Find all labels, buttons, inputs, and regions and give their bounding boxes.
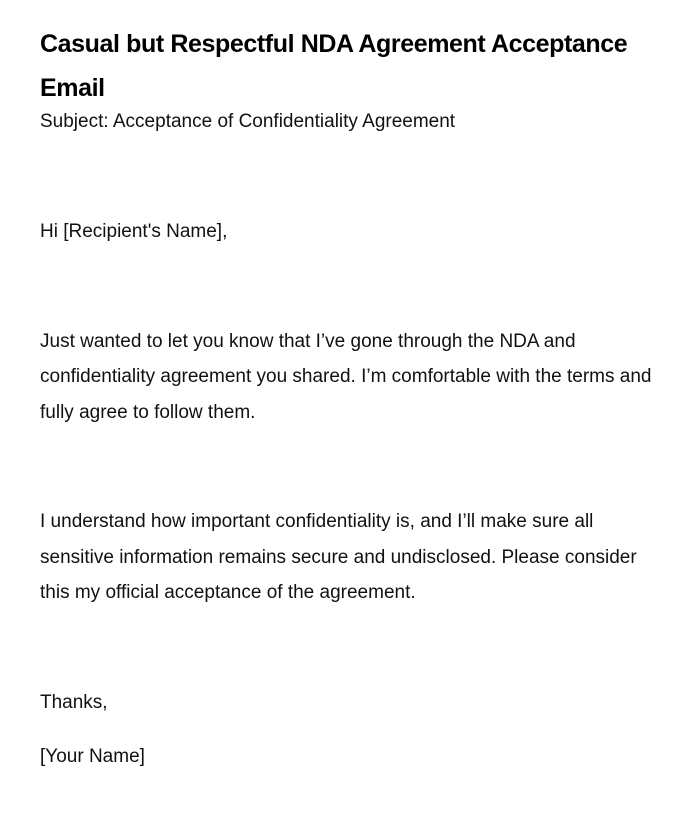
- email-paragraph-2: I understand how important confidentiality is, and I’ll make sure all sensitive information remains secure and undisclosed. Please consider this my official acceptance of the agreement.: [40, 511, 637, 603]
- email-greeting: Hi [Recipient's Name],: [40, 221, 228, 242]
- document-title: Casual but Respectful NDA Agreement Acceptance Email: [40, 30, 628, 102]
- email-subject: Subject: Acceptance of Confidentiality Agreement: [40, 111, 456, 132]
- document-page: [40, 22, 660, 775]
- email-signoff: Thanks,: [40, 691, 108, 713]
- email-signature: [Your Name]: [40, 746, 145, 767]
- email-paragraph-1: Just wanted to let you know that I’ve gone through the NDA and confidentiality agreement you shared. I’m comfortable with the terms and fully agree to follow them.: [40, 330, 652, 423]
